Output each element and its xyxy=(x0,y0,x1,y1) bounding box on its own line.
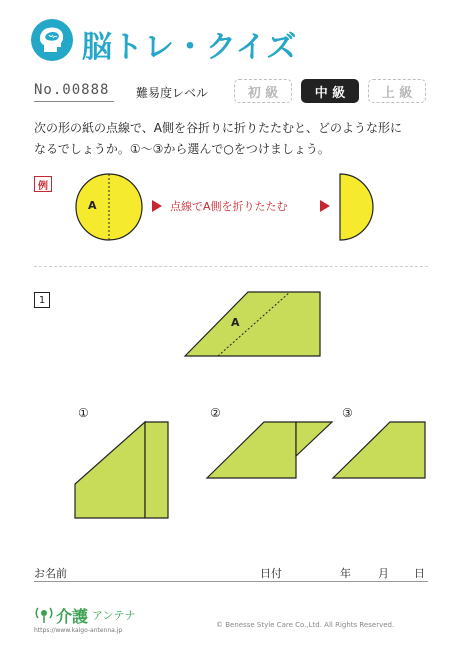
form-underline xyxy=(34,581,428,582)
choice-1-shape[interactable] xyxy=(72,414,172,524)
choice-1-label[interactable]: ① xyxy=(78,406,89,420)
level-intermediate-badge: 中 級 xyxy=(301,79,359,103)
level-advanced-badge: 上 級 xyxy=(368,79,426,103)
example-tag: 例 xyxy=(34,176,52,192)
name-label: お名前 xyxy=(34,567,67,580)
red-triangle-icon xyxy=(320,200,330,212)
question-line-2: なるでしょうか。①～③から選んで○をつけましょう。 xyxy=(34,142,330,156)
number-underline xyxy=(34,101,114,102)
question-line-1: 次の形の紙の点線で、A側を谷折りに折りたたむと、どのような形に xyxy=(34,121,402,135)
year-label: 年 xyxy=(340,567,351,580)
brand-logo-sub[interactable]: アンテナ xyxy=(92,609,136,622)
site-url[interactable]: https://www.kaigo-antenna.jp xyxy=(34,627,123,634)
page-title: 脳トレ・クイズ xyxy=(82,30,298,65)
example-circle-shape xyxy=(74,172,144,242)
choice-3-shape[interactable] xyxy=(330,414,430,484)
difficulty-label: 難易度レベル xyxy=(136,86,209,100)
choice-2-shape[interactable] xyxy=(204,414,344,484)
brand-logo-text[interactable]: 介護 xyxy=(56,607,89,626)
date-label: 日付 xyxy=(260,567,282,580)
day-label: 日 xyxy=(414,567,425,580)
choice-2-label[interactable]: ② xyxy=(210,406,221,420)
example-a-label: A xyxy=(88,199,97,212)
month-label: 月 xyxy=(378,567,389,580)
antenna-logo-icon xyxy=(34,604,54,624)
choice-3-label[interactable]: ③ xyxy=(342,406,353,420)
example-half-circle-result xyxy=(338,172,378,242)
copyright-text: © Benesse Style Care Co.,Ltd. All Rights Reserved. xyxy=(216,621,395,629)
problem-number: No.00888 xyxy=(34,82,110,98)
problem-a-label: A xyxy=(231,316,240,329)
problem-tag: 1 xyxy=(34,292,50,308)
example-arrow-text: 点線でA側を折りたたむ xyxy=(170,200,288,213)
brain-head-icon xyxy=(30,18,74,62)
question-text xyxy=(34,118,434,160)
problem-trapezoid-shape xyxy=(180,284,330,364)
section-divider xyxy=(34,266,428,267)
red-triangle-icon xyxy=(152,200,162,212)
level-beginner-badge: 初 級 xyxy=(234,79,292,103)
